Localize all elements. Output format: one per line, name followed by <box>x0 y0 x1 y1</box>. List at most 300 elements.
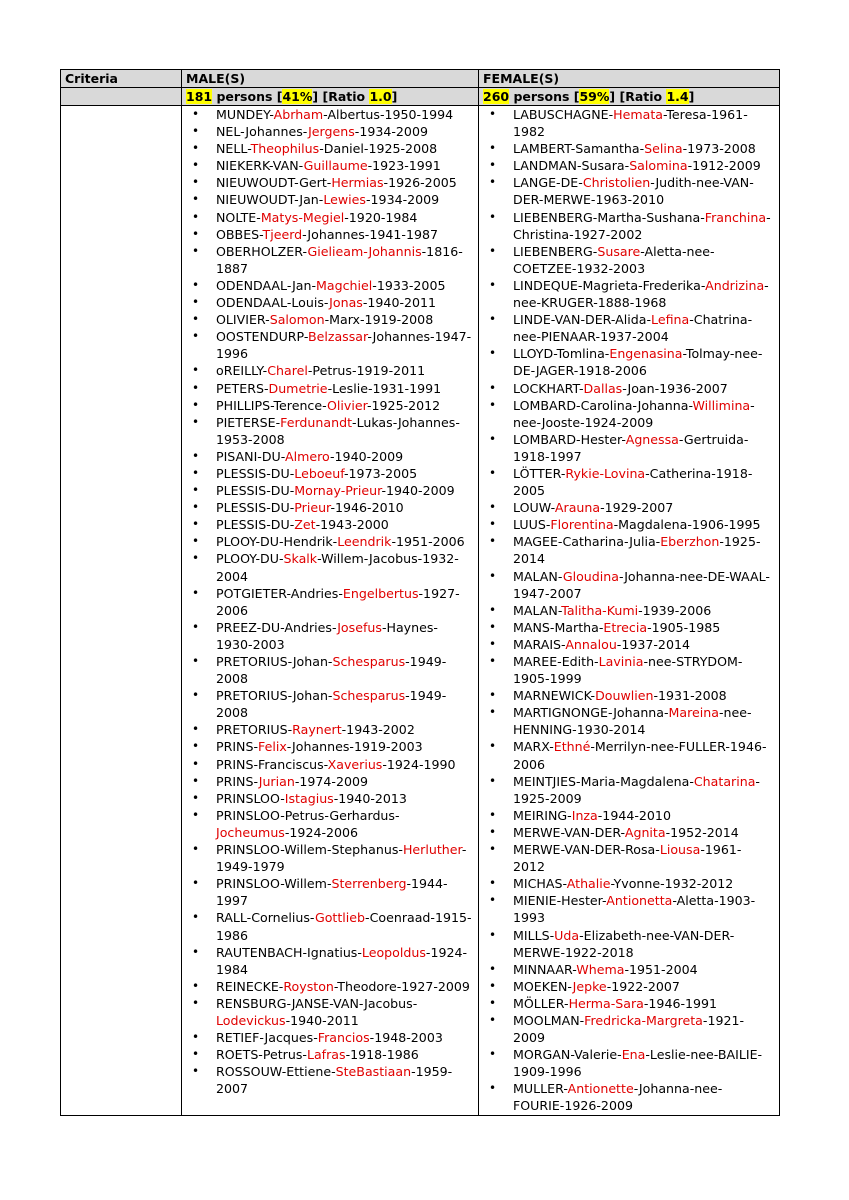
list-item <box>182 311 478 328</box>
given-name-highlight: Agnessa <box>625 431 679 447</box>
name-part: MIENIE-Hester- <box>513 893 607 909</box>
name-part: POTGIETER-Andries- <box>216 585 343 601</box>
name-part: -nee-STRYDOM-1905-1999 <box>513 654 743 687</box>
male-cell <box>182 106 479 1116</box>
name-part: -Gertruida-1918-1997 <box>513 431 749 464</box>
list-item <box>479 345 779 379</box>
name-part: NIEUWOUDT-Jan- <box>216 192 324 208</box>
name-part: -1939-2006 <box>638 602 712 618</box>
name-part: MICHAS- <box>513 876 567 892</box>
list-item <box>182 721 478 738</box>
given-name-highlight: Lewies <box>323 192 366 208</box>
name-part: -Johannes-1941-1987 <box>302 226 438 242</box>
name-part: -1912-2009 <box>687 158 761 174</box>
name-part: RETIEF-Jacques- <box>216 1030 318 1046</box>
name-part: LIEBENBERG- <box>513 243 598 259</box>
name-part: LAMBERT-Samantha- <box>513 141 645 157</box>
male-header: MALE(S) <box>182 70 479 88</box>
female-summary: 260 persons [59%] [Ratio 1.4] <box>479 88 780 106</box>
given-name-highlight: Fredricka-Margreta <box>584 1012 703 1028</box>
list-item <box>182 909 478 943</box>
name-part: -Magdalena-1906-1995 <box>613 517 761 533</box>
name-part: -1922-2007 <box>606 978 680 994</box>
list-item <box>182 619 478 653</box>
name-part: -1944-1997 <box>216 876 448 909</box>
list-item <box>182 516 478 533</box>
name-part: OBERHOLZER- <box>216 243 308 259</box>
list-item <box>479 516 779 533</box>
name-part: -nee-HENNING-1930-2014 <box>513 705 752 738</box>
name-part: -Willem-Jacobus-1932-2004 <box>216 551 459 584</box>
female-percent: 59% <box>579 89 610 104</box>
list-item <box>182 1063 478 1097</box>
name-part: -1920-1984 <box>344 209 418 225</box>
name-part: LUUS- <box>513 517 551 533</box>
given-name-highlight: Annalou <box>565 636 617 652</box>
list-item <box>479 1080 779 1114</box>
given-name-highlight: Selina <box>644 141 683 157</box>
name-part: NIEUWOUDT-Gert- <box>216 175 332 191</box>
name-part: -Lukas-Johannes-1953-2008 <box>216 414 460 447</box>
name-part: -Haynes-1930-2003 <box>216 619 438 652</box>
name-part: PLOOY-DU-Hendrik- <box>216 534 338 550</box>
name-part: -1925-2009 <box>513 773 760 806</box>
given-name-highlight: Abrham <box>273 107 324 122</box>
name-part: -1940-2013 <box>333 790 407 806</box>
name-part: -1924-1990 <box>382 756 456 772</box>
name-part: PRINSLOO-Petrus-Gerhardus- <box>216 807 401 823</box>
given-name-highlight: Mareina <box>668 705 719 721</box>
list-item <box>182 1046 478 1063</box>
given-name-highlight: Engenasina <box>609 346 683 362</box>
name-part: PRETORIUS- <box>216 722 293 738</box>
name-part: -1948-2003 <box>369 1030 443 1046</box>
name-part: LANDMAN-Susara- <box>513 158 630 174</box>
name-part: PLESSIS-DU- <box>216 517 295 533</box>
name-part: MUNDEY- <box>216 107 274 122</box>
given-name-highlight: Liousa <box>659 842 701 858</box>
name-part: -1944-2010 <box>597 807 671 823</box>
given-name-highlight: Herluther <box>402 842 462 858</box>
name-part: -1926-2005 <box>383 175 457 191</box>
name-part: -Johannes-1947-1996 <box>216 329 472 362</box>
name-part: -1949-2008 <box>216 654 447 687</box>
name-part: RAUTENBACH-Ignatius- <box>216 944 362 960</box>
given-name-highlight: Gloudina <box>562 568 619 584</box>
name-part: MEINTJIES-Maria-Magdalena- <box>513 773 694 789</box>
list-item <box>182 448 478 465</box>
name-part: MAGEE-Catharina-Julia- <box>513 534 661 550</box>
list-item <box>182 482 478 499</box>
name-part: PIETERSE- <box>216 414 281 430</box>
given-name-highlight: Tjeerd <box>262 226 303 242</box>
list-item <box>182 140 478 157</box>
list-item <box>479 927 779 961</box>
given-name-highlight: Salomon <box>269 312 325 328</box>
given-name-highlight: Ferdunandt <box>280 414 353 430</box>
name-part: PISANI-DU- <box>216 448 286 464</box>
list-item <box>479 961 779 978</box>
given-name-highlight: Salomina <box>629 158 688 174</box>
name-part: MALAN- <box>513 568 563 584</box>
name-part: MÖLLER- <box>513 995 569 1011</box>
name-part: LINDEQUE-Magrieta-Frederika- <box>513 277 706 293</box>
name-part: LOMBARD-Hester- <box>513 431 626 447</box>
list-item <box>182 585 478 619</box>
name-part: -Johanna-nee-DE-WAAL-1947-2007 <box>513 568 770 601</box>
given-name-highlight: Willimina <box>692 397 751 413</box>
given-name-highlight: Hemata <box>613 107 663 122</box>
name-part: -nee-Jooste-1924-2009 <box>513 397 755 430</box>
name-part: -1905-1985 <box>647 619 721 635</box>
name-part: NEL-Johannes- <box>216 124 309 140</box>
list-item <box>479 311 779 345</box>
list-item <box>182 944 478 978</box>
given-name-highlight: Douwlien <box>595 688 654 704</box>
given-name-highlight: Skalk <box>283 551 318 567</box>
given-name-highlight: Prieur <box>294 500 331 516</box>
name-part: -1973-2008 <box>682 141 756 157</box>
name-part: -1949-1979 <box>216 842 467 875</box>
name-part: -1943-2000 <box>315 517 389 533</box>
name-part: ODENDAAL-Jan- <box>216 277 317 293</box>
list-item <box>182 978 478 995</box>
given-name-highlight: Ena <box>621 1047 646 1063</box>
name-part: NIEKERK-VAN- <box>216 158 304 174</box>
list-item <box>479 807 779 824</box>
name-part: -1816-1887 <box>216 243 463 276</box>
female-cell <box>479 106 780 1116</box>
given-name-highlight: Etrecia <box>603 619 648 635</box>
list-item <box>182 738 478 755</box>
name-part: -Tolmay-nee-DE-JAGER-1918-2006 <box>513 346 763 379</box>
given-name-highlight: Lefina <box>651 312 690 328</box>
list-item <box>182 157 478 174</box>
given-name-highlight: Lafras <box>306 1047 346 1063</box>
summary-row <box>61 88 780 106</box>
name-part: PRINS- <box>216 739 259 755</box>
list-item <box>182 243 478 277</box>
list-item <box>182 773 478 790</box>
name-part: -1925-2012 <box>366 397 441 413</box>
name-part: -1934-2009 <box>354 124 428 140</box>
given-name-highlight: Ethné <box>553 739 591 755</box>
name-part: LIEBENBERG-Martha-Sushana- <box>513 209 705 225</box>
name-part: MARX- <box>513 739 554 755</box>
name-part: LOUW- <box>513 500 555 516</box>
given-name-highlight: Lavinia <box>598 654 644 669</box>
name-part: PHILLIPS-Terence- <box>216 397 327 413</box>
male-ratio-label: [Ratio <box>318 89 370 104</box>
name-part: -Coenraad-1915-1986 <box>216 910 472 943</box>
name-part: NELL- <box>216 141 251 157</box>
given-name-highlight: Charel <box>267 363 308 379</box>
name-part: -Petrus-1919-2011 <box>307 363 426 379</box>
list-item <box>182 653 478 687</box>
list-item <box>479 738 779 772</box>
name-part: MERWE-VAN-DER-Rosa- <box>513 842 660 858</box>
name-part: -Marx-1919-2008 <box>324 312 434 328</box>
list-item <box>479 277 779 311</box>
given-name-highlight: Olivier <box>327 397 367 413</box>
list-item <box>479 1012 779 1046</box>
name-part: -1973-2005 <box>344 465 418 481</box>
given-name-highlight: Engelbertus <box>342 585 419 601</box>
list-item <box>479 397 779 431</box>
list-item <box>479 243 779 277</box>
name-part: -1959-2007 <box>216 1064 453 1097</box>
given-name-highlight: Arauna <box>554 500 601 516</box>
name-part: -1949-2008 <box>216 688 447 721</box>
criteria-header: Criteria <box>61 70 182 88</box>
given-name-highlight: Felix <box>258 739 287 755</box>
list-item <box>479 978 779 995</box>
name-part: LINDE-VAN-DER-Alida- <box>513 312 652 328</box>
criteria-body-cell <box>61 106 182 1116</box>
name-part: MERWE-VAN-DER- <box>513 824 625 840</box>
list-item <box>479 499 779 516</box>
given-name-highlight: Chatarina <box>693 773 756 789</box>
list-item <box>479 841 779 875</box>
name-part: PRINS-Franciscus- <box>216 756 328 772</box>
list-item <box>479 704 779 738</box>
name-part: -1951-2006 <box>391 534 465 550</box>
name-part: -nee-KRUGER-1888-1968 <box>513 277 769 311</box>
list-item <box>479 773 779 807</box>
list-item <box>479 875 779 892</box>
list-item <box>182 191 478 208</box>
given-name-highlight: SteBastiaan <box>335 1064 412 1080</box>
male-list <box>182 106 478 1097</box>
given-name-highlight: Mornay-Prieur <box>294 483 382 499</box>
name-part: NOLTE- <box>216 209 261 225</box>
list-item <box>479 602 779 619</box>
given-name-highlight: Rykie-Lovina <box>565 465 646 481</box>
name-part: -1927-2006 <box>216 585 460 618</box>
list-item <box>182 756 478 773</box>
name-part: MARAIS- <box>513 636 566 652</box>
list-item <box>182 397 478 414</box>
given-name-highlight: Leboeuf <box>294 465 344 481</box>
list-item <box>479 380 779 397</box>
given-name-highlight: Raynert <box>292 722 342 738</box>
name-part: PLESSIS-DU- <box>216 483 295 499</box>
given-name-highlight: Xaverius <box>327 756 383 772</box>
list-item <box>479 619 779 636</box>
name-part: MARNEWICK- <box>513 688 596 704</box>
male-percent: 41% <box>282 89 313 104</box>
given-name-highlight: Eberzhon <box>660 534 720 550</box>
given-name-highlight: Almero <box>285 448 330 464</box>
male-count: 181 <box>186 89 213 104</box>
given-name-highlight: Christolien <box>582 175 651 191</box>
list-item <box>182 123 478 140</box>
given-name-highlight: Jergens <box>308 124 355 140</box>
name-part: MILLS- <box>513 927 555 943</box>
list-item <box>479 157 779 174</box>
list-item <box>182 807 478 841</box>
name-part: -1921-2009 <box>513 1012 745 1046</box>
name-part: MULLER- <box>513 1081 568 1097</box>
list-item <box>479 1046 779 1080</box>
list-item <box>182 533 478 550</box>
female-ratio-label: [Ratio <box>615 89 667 104</box>
male-ratio: 1.0 <box>369 89 392 104</box>
name-part: PRINS- <box>216 773 259 789</box>
name-part: -1961-2012 <box>513 842 742 875</box>
list-item <box>182 362 478 379</box>
given-name-highlight: Schesparus <box>332 688 406 704</box>
name-part: ROSSOUW-Ettiene- <box>216 1064 336 1080</box>
name-part: -Theodore-1927-2009 <box>333 978 470 994</box>
table-header-row <box>61 70 780 88</box>
list-item <box>182 550 478 584</box>
list-item <box>182 790 478 807</box>
name-part: -1940-2009 <box>330 448 404 464</box>
list-item <box>182 1029 478 1046</box>
given-name-highlight: Jocheumus <box>216 824 285 840</box>
name-part: -1940-2009 <box>381 483 455 499</box>
list-item <box>479 174 779 208</box>
list-item <box>182 226 478 243</box>
name-part: -Chatrina-nee-PIENAAR-1937-2004 <box>513 312 753 345</box>
name-part: REINECKE- <box>216 978 284 994</box>
name-part: PLOOY-DU- <box>216 551 284 567</box>
name-part: -1951-2004 <box>624 961 698 977</box>
name-part: PETERS- <box>216 380 269 396</box>
list-item <box>182 209 478 226</box>
list-item <box>182 465 478 482</box>
list-item <box>182 414 478 448</box>
given-name-highlight: Florentina <box>550 517 614 533</box>
name-part: -Johanna-nee-FOURIE-1926-2009 <box>513 1081 723 1114</box>
name-part: -Yvonne-1932-2012 <box>610 876 734 892</box>
criteria-table <box>60 69 780 1116</box>
name-part: PRETORIUS-Johan- <box>216 654 333 669</box>
given-name-highlight: Guillaume <box>303 158 368 174</box>
name-part: -Albertus-1950-1994 <box>323 107 454 122</box>
list-item <box>182 174 478 191</box>
name-part: LOCKHART- <box>513 380 584 396</box>
given-name-highlight: Schesparus <box>332 654 406 669</box>
name-part: LÖTTER- <box>513 465 566 481</box>
given-name-highlight: Royston <box>283 978 334 994</box>
given-name-highlight: Talitha-Kumi <box>561 602 639 618</box>
name-part: -1934-2009 <box>366 192 440 208</box>
name-part: -1923-1991 <box>367 158 441 174</box>
name-part: MOOLMAN- <box>513 1012 585 1028</box>
given-name-highlight: Dallas <box>583 380 623 396</box>
given-name-highlight: Andrizina <box>705 277 765 293</box>
name-part: oREILLY- <box>216 363 268 379</box>
given-name-highlight: Leopoldus <box>361 944 426 960</box>
name-part: PRINSLOO-Willem-Stephanus- <box>216 842 403 858</box>
name-part: -1946-1991 <box>643 995 718 1011</box>
given-name-highlight: Franchina <box>704 209 767 225</box>
given-name-highlight: Susare <box>597 243 641 259</box>
name-part: OLIVIER- <box>216 312 270 328</box>
name-part: -Aletta-1903-1993 <box>513 893 756 926</box>
given-name-highlight: Athalie <box>566 876 611 892</box>
list-item <box>479 687 779 704</box>
list-item <box>182 875 478 909</box>
given-name-highlight: Magchiel <box>316 277 373 293</box>
name-part: -Johannes-1919-2003 <box>286 739 423 755</box>
entries-row <box>61 106 780 1116</box>
list-item <box>182 995 478 1029</box>
given-name-highlight: Dumetrie <box>268 380 328 396</box>
given-name-highlight: Agnita <box>624 824 666 840</box>
name-part: -1946-2010 <box>330 500 404 516</box>
name-part: ROETS-Petrus- <box>216 1047 307 1063</box>
given-name-highlight: Sterrenberg <box>331 876 407 892</box>
list-item <box>182 499 478 516</box>
name-part: MOEKEN- <box>513 978 573 994</box>
name-part: -1925-2014 <box>513 534 761 567</box>
list-item <box>182 380 478 397</box>
list-item <box>182 687 478 721</box>
given-name-highlight: Matys-Megiel <box>260 209 345 225</box>
name-part: -Leslie-nee-BAILIE-1909-1996 <box>513 1047 763 1080</box>
given-name-highlight: Zet <box>294 517 316 533</box>
name-part: PLESSIS-DU- <box>216 500 295 516</box>
name-part: -1931-2008 <box>653 688 727 704</box>
list-item <box>479 636 779 653</box>
list-item <box>479 892 779 926</box>
male-summary: 181 persons [41%] [Ratio 1.0] <box>182 88 479 106</box>
list-item <box>479 568 779 602</box>
list-item <box>479 106 779 140</box>
female-header: FEMALE(S) <box>479 70 780 88</box>
given-name-highlight: Gottlieb <box>314 910 366 926</box>
list-item <box>479 431 779 465</box>
given-name-highlight: Jepke <box>572 978 607 994</box>
name-part: -1974-2009 <box>294 773 369 789</box>
name-part: -1918-1986 <box>345 1047 419 1063</box>
name-part: -Christina-1927-2002 <box>513 209 771 242</box>
name-part: ODENDAAL-Louis- <box>216 295 330 311</box>
given-name-highlight: Francios <box>317 1030 370 1046</box>
name-part: MARTIGNONGE-Johanna- <box>513 705 669 721</box>
given-name-highlight: Antionette <box>567 1081 634 1097</box>
list-item <box>182 277 478 294</box>
list-item <box>479 653 779 687</box>
given-name-highlight: Istagius <box>284 790 334 806</box>
list-item <box>479 824 779 841</box>
name-part: MINNAAR- <box>513 961 577 977</box>
name-part: LABUSCHAGNE- <box>513 107 614 122</box>
name-part: LOMBARD-Carolina-Johanna- <box>513 397 693 413</box>
name-part: PLESSIS-DU- <box>216 465 295 481</box>
name-part: -1940-2011 <box>285 1012 359 1028</box>
list-item <box>479 465 779 499</box>
name-part: RENSBURG-JANSE-VAN-Jacobus- <box>216 995 418 1011</box>
name-part: OBBES- <box>216 226 263 242</box>
name-part: RALL-Cornelius- <box>216 910 315 926</box>
list-item <box>182 841 478 875</box>
female-list <box>479 106 779 1115</box>
name-part: PREEZ-DU-Andries- <box>216 619 338 635</box>
summary-criteria-cell <box>61 88 182 106</box>
name-part: -Daniel-1925-2008 <box>319 141 438 157</box>
name-part: LLOYD-Tomlina- <box>513 346 610 362</box>
name-part: -1952-2014 <box>665 824 739 840</box>
name-part: PRINSLOO- <box>216 790 285 806</box>
name-part: -1929-2007 <box>600 500 674 516</box>
given-name-highlight: Hermias <box>331 175 384 191</box>
given-name-highlight: Uda <box>554 927 580 943</box>
female-persons-label: persons <box>509 89 574 104</box>
